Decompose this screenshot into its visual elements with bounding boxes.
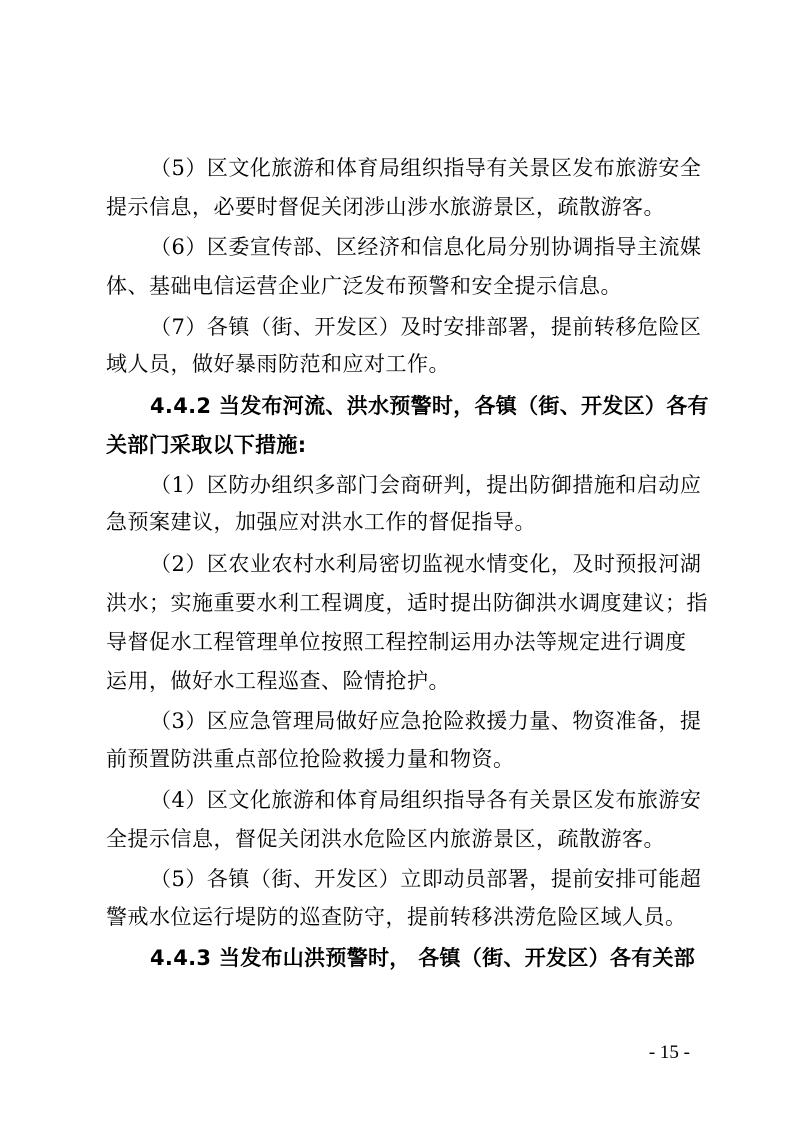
paragraph-line: 导督促水工程管理单位按照工程控制运用办法等规定进行调度 [106, 630, 687, 654]
paragraph-line: （3）区应急管理局做好应急抢险救援力量、物资准备，提 [150, 709, 702, 733]
section-heading: 4.4.3 当发布山洪预警时， 各镇（街、开发区）各有关部 [150, 946, 696, 970]
paragraph-line: 运用，做好水工程巡查、险情抢护。 [106, 669, 450, 693]
section-heading: 关部门采取以下措施: [106, 433, 307, 457]
paragraph-line: （7）各镇（街、开发区）及时安排部署，提前转移危险区 [150, 315, 702, 339]
paragraph-line: （2）区农业农村水利局密切监视水情变化，及时预报河湖 [150, 552, 702, 576]
paragraph-line: （5）区文化旅游和体育局组织指导有关景区发布旅游安全 [150, 156, 702, 180]
paragraph-line: （1）区防办组织多部门会商研判，提出防御措施和启动应 [150, 473, 702, 497]
paragraph-line: 提示信息，必要时督促关闭涉山涉水旅游景区，疏散游客。 [106, 195, 665, 219]
paragraph-line: 全提示信息，督促关闭洪水危险区内旅游景区，疏散游客。 [106, 827, 665, 851]
paragraph-line: （4）区文化旅游和体育局组织指导各有关景区发布旅游安 [150, 788, 702, 812]
paragraph-line: 体、基础电信运营企业广泛发布预警和安全提示信息。 [106, 274, 622, 298]
paragraph-line: 前预置防洪重点部位抢险救援力量和物资。 [106, 747, 515, 771]
section-heading: 4.4.2 当发布河流、洪水预警时，各镇（街、开发区）各有 [150, 394, 709, 418]
paragraph-line: 警戒水位运行堤防的巡查防守，提前转移洪涝危险区域人员。 [106, 905, 687, 929]
page-number: - 15 - [648, 1042, 690, 1063]
paragraph-line: （5）各镇（街、开发区）立即动员部署，提前安排可能超 [150, 867, 702, 891]
paragraph-line: （6）区委宣传部、区经济和信息化局分别协调指导主流媒 [150, 235, 702, 259]
paragraph-line: 域人员，做好暴雨防范和应对工作。 [106, 352, 450, 376]
paragraph-line: 急预案建议，加强应对洪水工作的督促指导。 [106, 510, 536, 534]
paragraph-line: 洪水；实施重要水利工程调度，适时提出防御洪水调度建议；指 [106, 591, 708, 615]
